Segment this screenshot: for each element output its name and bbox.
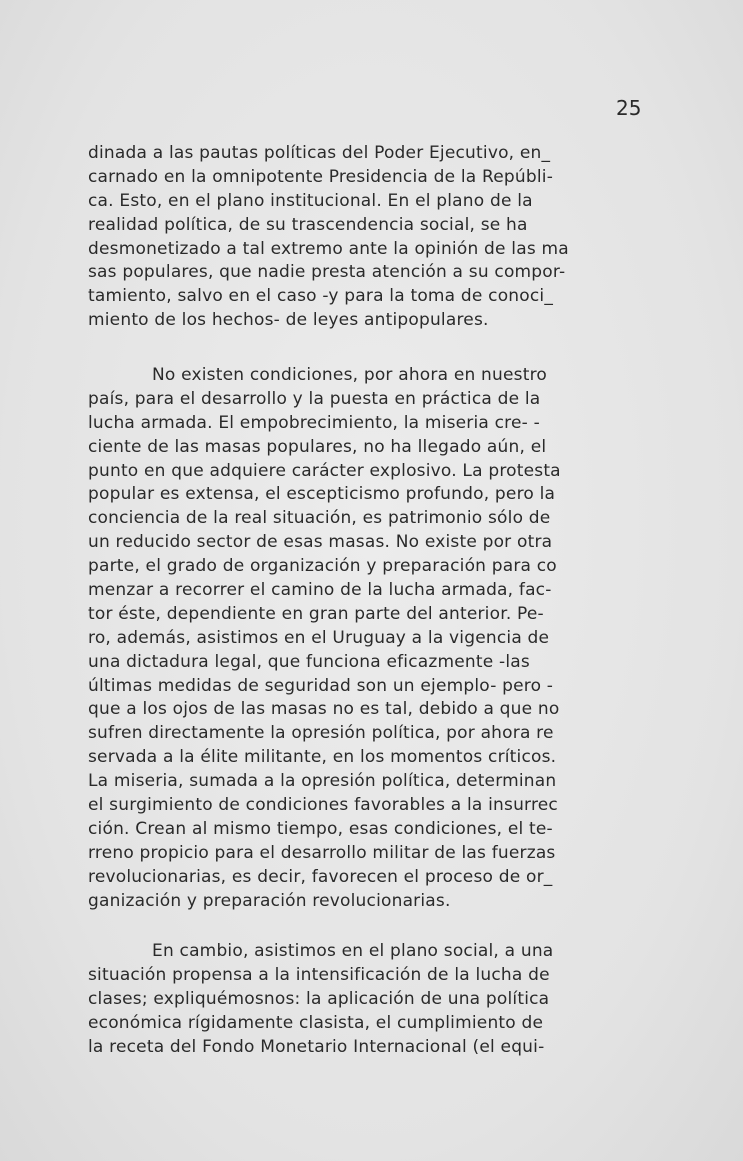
text-line: carnado en la omnipotente Presidencia de la Repúbli- (88, 166, 554, 187)
text-line: situación propensa a la intensificación de la lucha de (88, 964, 550, 985)
text-line: país, para el desarrollo y la puesta en práctica de la (88, 388, 541, 409)
text-line: desmonetizado a tal extremo ante la opinión de las ma (88, 238, 569, 259)
text-line: realidad política, de su trascendencia social, se ha (88, 214, 528, 235)
text-line: tor éste, dependiente en gran parte del anterior. Pe- (88, 603, 544, 624)
text-line: menzar a recorrer el camino de la lucha armada, fac- (88, 580, 552, 601)
text-line: tamiento, salvo en el caso -y para la toma de conoci_ (88, 286, 554, 307)
paragraph-2 (88, 364, 653, 913)
text-line-indented: No existen condiciones, por ahora en nuestro (152, 365, 548, 385)
text-line: popular es extensa, el escepticismo profundo, pero la (88, 484, 556, 505)
text-line: lucha armada. El empobrecimiento, la miseria cre- - (88, 412, 540, 433)
text-line: un reducido sector de esas masas. No existe por otra (88, 532, 553, 553)
text-line: dinada a las pautas políticas del Poder Ejecutivo, en_ (88, 143, 551, 163)
text-line: ro, además, asistimos en el Uruguay a la vigencia de (88, 627, 550, 648)
text-line: parte, el grado de organización y preparación para co (88, 556, 557, 577)
text-line: sas populares, que nadie presta atención a su compor- (88, 262, 566, 283)
text-line: punto en que adquiere carácter explosivo. La protesta (88, 460, 561, 481)
text-line: ganización y preparación revolucionarias. (88, 890, 451, 911)
text-line: miento de los hechos- de leyes antipopulares. (88, 310, 489, 331)
page-number: 25 (616, 96, 642, 120)
text-line: clases; expliquémosnos: la aplicación de una política (88, 988, 550, 1009)
text-line: la receta del Fondo Monetario Internacional (el equi- (88, 1036, 545, 1057)
paragraph-1 (88, 142, 653, 333)
text-line: económica rígidamente clasista, el cumplimiento de (88, 1012, 544, 1033)
paragraph-3 (88, 940, 653, 1059)
text-line: una dictadura legal, que funciona eficazmente -las (88, 651, 530, 672)
text-line: rreno propicio para el desarrollo militar de las fuerzas (88, 842, 556, 863)
text-line: conciencia de la real situación, es patrimonio sólo de (88, 508, 551, 529)
text-line: sufren directamente la opresión política, por ahora re (88, 723, 554, 744)
text-line: el surgimiento de condiciones favorables a la insurrec (88, 795, 558, 816)
text-line-indented: En cambio, asistimos en el plano social, a una (152, 941, 554, 961)
text-line: ción. Crean al mismo tiempo, esas condiciones, el te- (88, 818, 553, 839)
text-line: La miseria, sumada a la opresión política, determinan (88, 771, 557, 792)
text-line: que a los ojos de las masas no es tal, debido a que no (88, 699, 560, 720)
text-line: revolucionarias, es decir, favorecen el proceso de or_ (88, 866, 553, 887)
text-line: ciente de las masas populares, no ha llegado aún, el (88, 436, 547, 457)
text-line: últimas medidas de seguridad son un ejemplo- pero - (88, 675, 554, 696)
text-line: ca. Esto, en el plano institucional. En el plano de la (88, 190, 533, 211)
text-line: servada a la élite militante, en los momentos críticos. (88, 747, 557, 768)
